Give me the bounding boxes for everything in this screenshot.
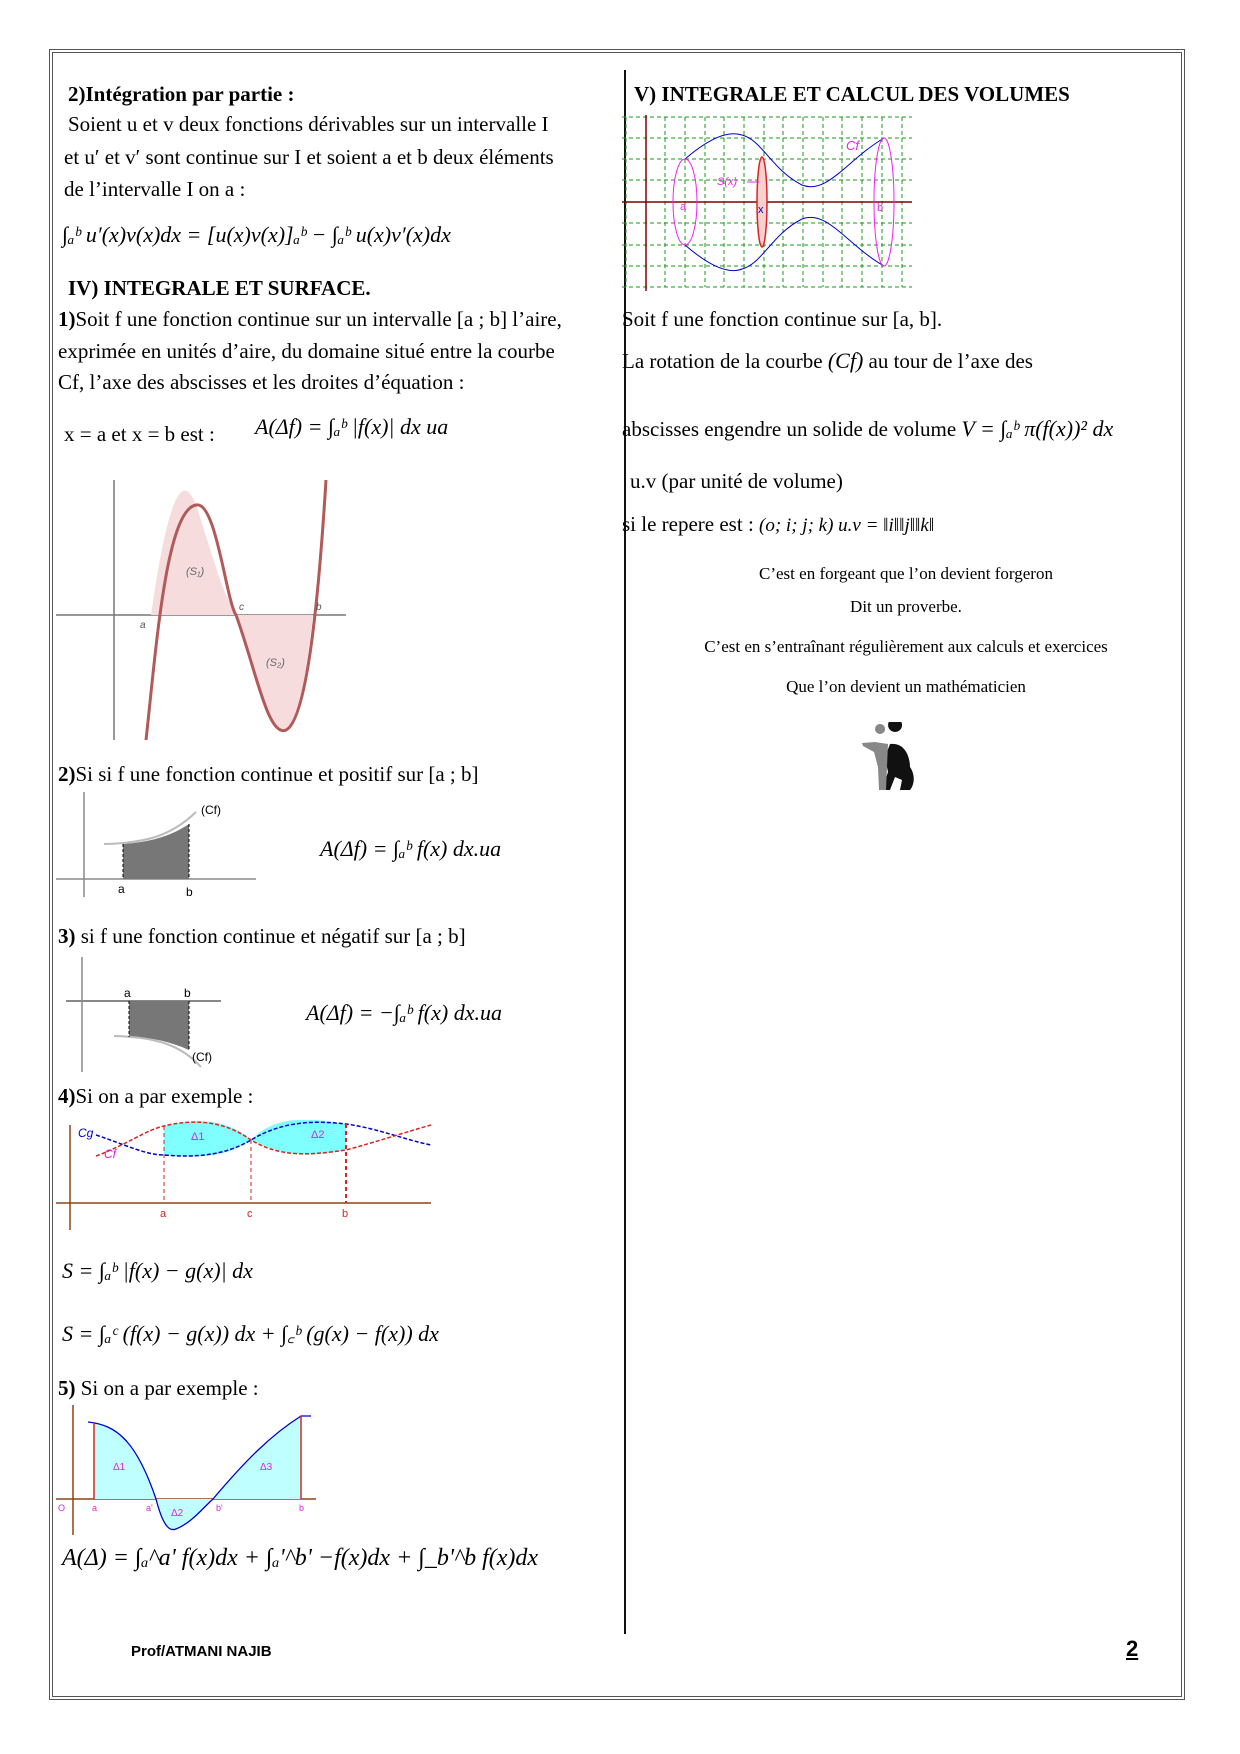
- section-title-surface: IV) INTEGRALE ET SURFACE.: [68, 276, 371, 300]
- svg-text:(Cf): (Cf): [192, 1050, 212, 1064]
- ipp-line-3: de l’intervalle I on a :: [64, 177, 246, 201]
- surface-p1-line1: 1)Soit f une fonction continue sur un intervalle [a ; b] l’aire,: [58, 307, 562, 331]
- quote-line-3: C’est en s’entraînant régulièrement aux calculs et exercices: [704, 637, 1108, 656]
- svg-text:Δ1: Δ1: [113, 1462, 126, 1473]
- svg-text:Cf: Cf: [104, 1147, 116, 1161]
- svg-text:b: b: [316, 602, 322, 613]
- formula-negative: A(Δf) = −∫ₐᵇ f(x) dx.ua: [306, 1000, 502, 1025]
- svg-text:a: a: [140, 620, 146, 631]
- quote-line-4: Que l’on devient un mathématicien: [786, 677, 1026, 696]
- footer-author: Prof/ATMANI NAJIB: [131, 1643, 272, 1660]
- surface-p4: 4)Si on a par exemple :: [58, 1084, 254, 1108]
- section-title-ipp: 2)Intégration par partie :: [68, 82, 295, 106]
- svg-text:c: c: [239, 602, 244, 613]
- svg-text:a: a: [160, 1208, 167, 1220]
- svg-text:(S₁): (S₁): [186, 566, 205, 578]
- svg-text:(Cf): (Cf): [201, 803, 221, 817]
- svg-text:Δ2: Δ2: [171, 1508, 184, 1519]
- volume-line-1: Soit f une fonction continue sur [a, b].: [622, 307, 943, 331]
- figure-negative-area: [56, 957, 256, 1072]
- figure-sign-change: [56, 1405, 336, 1535]
- section-title-volumes: V) INTEGRALE ET CALCUL DES VOLUMES: [634, 82, 1070, 106]
- surface-p3: 3) si f une fonction continue et négatif sur [a ; b]: [58, 924, 466, 948]
- surface-p5: 5) Si on a par exemple :: [58, 1376, 259, 1400]
- svg-text:Δ3: Δ3: [260, 1462, 273, 1473]
- svg-text:b: b: [186, 885, 193, 897]
- svg-text:a: a: [92, 1503, 98, 1513]
- svg-text:b: b: [299, 1503, 305, 1513]
- formula-area-split: A(Δ) = ∫ₐ^a' f(x)dx + ∫ₐ'^b' −f(x)dx + ∫_b'^b f(x)dx: [62, 1545, 539, 1571]
- quote-line-1: C’est en forgeant que l’on devient forgeron: [759, 564, 1053, 583]
- svg-text:a': a': [146, 1503, 153, 1513]
- svg-text:O: O: [58, 1503, 66, 1513]
- item-number: 1): [58, 307, 76, 331]
- volume-line-3: abscisses engendre un solide de volume V = ∫ₐᵇ π(f(x))² dx: [622, 416, 1114, 441]
- formula-s-abs: S = ∫ₐᵇ |f(x) − g(x)| dx: [62, 1258, 253, 1283]
- svg-text:Cg: Cg: [78, 1126, 94, 1140]
- svg-text:x: x: [758, 204, 764, 216]
- surface-p1-line2: exprimée en unités d’aire, du domaine situé entre la courbe: [58, 339, 555, 363]
- svg-text:(S₂): (S₂): [266, 657, 285, 669]
- svg-text:Δ2: Δ2: [311, 1129, 325, 1141]
- svg-text:b: b: [877, 202, 884, 214]
- figure-two-curves: [56, 1120, 436, 1230]
- surface-formula-abs: A(Δf) = ∫ₐᵇ |f(x)| dx ua: [255, 414, 449, 439]
- svg-text:b: b: [342, 1208, 349, 1220]
- father-son-silhouette-icon: [860, 722, 930, 792]
- surface-p2: 2)Si si f une fonction continue et positif sur [a ; b]: [58, 762, 479, 786]
- figure-cubic-areas: [56, 470, 356, 740]
- figure-solid-revolution: [622, 115, 920, 293]
- svg-text:b': b': [216, 1503, 223, 1513]
- footer-page-number: 2: [1126, 1636, 1139, 1661]
- volume-repere-line: si le repere est : (o; i; j; k) u.v = ‖i‖‖j‖‖k‖: [622, 512, 935, 536]
- surface-p1-line4: x = a et x = b est :: [64, 422, 215, 446]
- volume-unit-line: u.v (par unité de volume): [630, 469, 843, 493]
- svg-text:Δ1: Δ1: [191, 1131, 205, 1143]
- svg-text:Cf: Cf: [846, 138, 859, 153]
- formula-s-split: S = ∫ₐᶜ (f(x) − g(x)) dx + ∫꜀ᵇ (g(x) − f(x)) dx: [62, 1321, 439, 1346]
- svg-text:c: c: [247, 1208, 253, 1220]
- svg-text:a: a: [124, 986, 131, 1000]
- figure-positive-area: [56, 792, 266, 897]
- svg-text:b: b: [184, 986, 191, 1000]
- svg-text:a: a: [118, 882, 125, 896]
- volume-line-2: La rotation de la courbe (Cf) au tour de l’axe des: [622, 348, 1033, 373]
- ipp-line-2: et u′ et v′ sont continue sur I et soient a et b deux éléments: [64, 145, 554, 169]
- surface-p1-line3: Cf, l’axe des abscisses et les droites d’équation :: [58, 370, 465, 394]
- ipp-line-1: Soient u et v deux fonctions dérivables sur un intervalle I: [68, 112, 549, 136]
- svg-text:a: a: [680, 201, 687, 213]
- formula-positive: A(Δf) = ∫ₐᵇ f(x) dx.ua: [320, 836, 502, 861]
- ipp-formula: ∫ₐᵇ u′(x)v(x)dx = [u(x)v(x)]ₐᵇ − ∫ₐᵇ u(x)v′(x)dx: [62, 222, 451, 247]
- quote-line-2: Dit un proverbe.: [850, 597, 962, 616]
- svg-text:S(x): S(x): [717, 176, 738, 188]
